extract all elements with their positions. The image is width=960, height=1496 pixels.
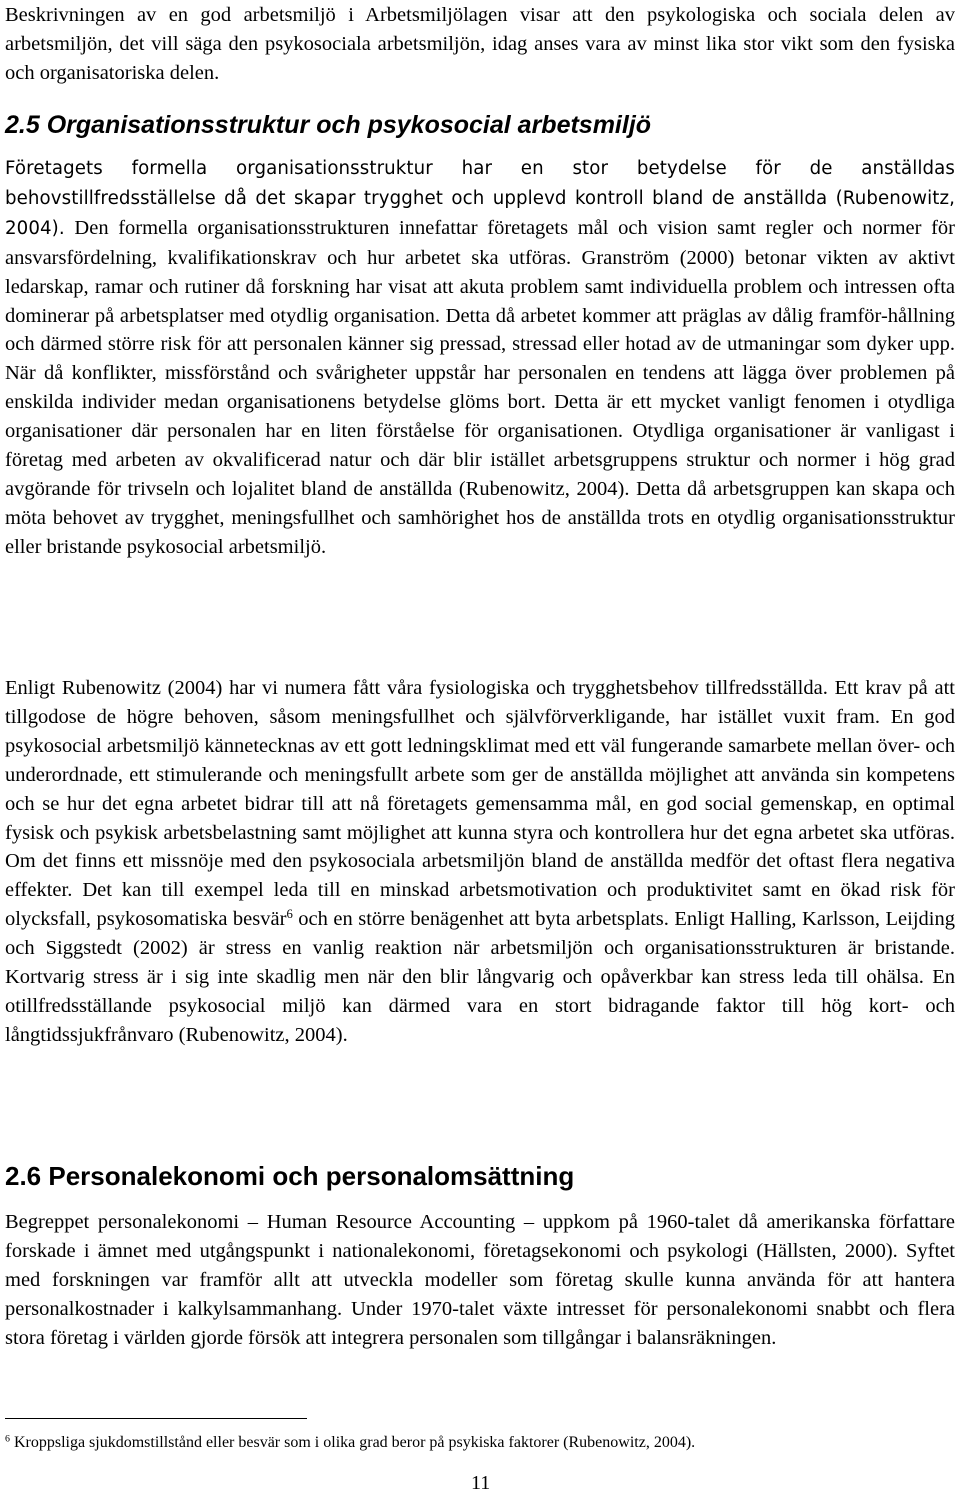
- section-heading-2-5: 2.5 Organisationsstruktur och psykosocial arbetsmiljö: [5, 111, 652, 139]
- paragraph-sans-run: Företagets formella organisationsstruktur har en stor betydelse för de anställdas behovstillfredsställelse då det skapar trygghet och upplevd kontroll bland de anställda (Rubenowitz, 2004).: [5, 158, 955, 239]
- page-number: 11: [471, 1472, 491, 1494]
- org-structure-paragraph: [5, 154, 955, 562]
- psychosocial-paragraph: Enligt Rubenowitz (2004) har vi numera fått våra fysiologiska och trygghetsbehov tillfredsställda. Ett krav på att tillgodose de högre behoven, såsom meningsfullhet och självförverkligande, har istället vuxit fram. En god psykosocial arbetsmiljö kännetecknas av ett gott ledningsklimat med ett väl fungerande samarbete mellan över- och underordnade, ett stimulerande och meningsfullt arbete som ger de anställda möjlighet att använda sin kompetens och se hur det egna arbetet bidrar till att nå företagets gemensamma mål, en god social gemenskap, en optimal fysisk och psykisk arbetsbelastning samt möjlighet att kunna styra och kontrollera hur det egna arbetet ska utföras. Om det finns ett missnöje med den psykosociala arbetsmiljön bland de anställda medför det oftast flera negativa effekter. Det kan till exempel leda till en minskad arbetsmotivation och produktivitet samt en ökad risk för olycksfall, psykosomatiska besvär$^6$ och en större benägenhet att byta arbetsplats. Enligt Halling, Karlsson, Leijding och Siggstedt (2002) är stress en vanlig reaktion när arbetsmiljön och organisationsstrukturen är bristande. Kortvarig stress är i sig inte skadlig men när den blir långvarig och opåverkbar kan stress leda till ohälsa. En otillfredsställande psykosocial miljö kan därmed vara en stort bidragande faktor till hög kort- och långtidssjukfrånvaro (Rubenowitz, 2004).: [5, 677, 955, 1046]
- footnote: [5, 1433, 695, 1453]
- section-heading-2-6: 2.6 Personalekonomi och personalomsättning: [5, 1161, 575, 1191]
- paragraph-serif-run: Den formella organisationsstrukturen innefattar företagets mål och vision samt regler och normer för ansvarsfördelning, kvalifikationskrav och hur arbetet ska utföras. Granström (2000) betonar vikten av aktivt ledarskap, ramar och rutiner då forskning har visat att akuta problem samt individuella problem och intressen ofta dominerar på arbetsplatser med otydlig organisation. Detta då arbetet kommer att präglas av dålig framför-hållning och därmed större risk för att personalen känner sig pressad, stressad eller hotad av de utmaningar som dyker upp. När då konflikter, missförstånd och svårigheter uppstår har personalen en tendens att lägga över problemen på enskilda individer medan organisationens betydelse glöms bort. Detta är ett mycket vanligt fenomen i otydliga organisationer där personalen har en liten förståelse för organisationen. Otydliga organisationer är vanligast i företag med arbeten av okvalificerad natur och där blir istället arbetsgruppens struktur och normer i hög grad avgörande för trivseln och lojalitet bland de anställda (Rubenowitz, 2004). Detta då arbetsgruppen kan skapa och möta behovet av trygghet, meningsfullhet och samhörighet hos de anställda trots en otydlig organisationsstruktur eller bristande psykosocial arbetsmiljö.: [5, 216, 955, 558]
- intro-paragraph: Beskrivningen av en god arbetsmiljö i Arbetsmiljölagen visar att den psykologiska och sociala delen av arbetsmiljön, det vill säga den psykosociala arbetsmiljön, idag anses vara av minst lika stor vikt som den fysiska och organisatoriska delen.: [5, 4, 955, 84]
- footnote-text: Kroppsliga sjukdomstillstånd eller besvär som i olika grad beror på psykiska faktorer (Rubenowitz, 2004).: [9, 1434, 696, 1451]
- footnote-divider: [5, 1418, 307, 1419]
- footnote-number: 6: [5, 1433, 10, 1445]
- footnote-reference: 6: [286, 907, 293, 922]
- personnel-economy-paragraph: Begreppet personalekonomi – Human Resource Accounting – uppkom på 1960-talet då amerikanska författare forskade i ämnet med utgångspunkt i nationalekonomi, företagsekonomi och psykologi (Hällsten, 2000). Syftet med forskningen var framför allt att utveckla modeller som företag skulle kunna använda för att hantera personalkostnader i kalkylsammanhang. Under 1970-talet växte intresset för personalekonomi snabbt och flera stora företag i världen gjorde försök att integrera personalen som tillgångar i balansräkningen.: [5, 1211, 955, 1349]
